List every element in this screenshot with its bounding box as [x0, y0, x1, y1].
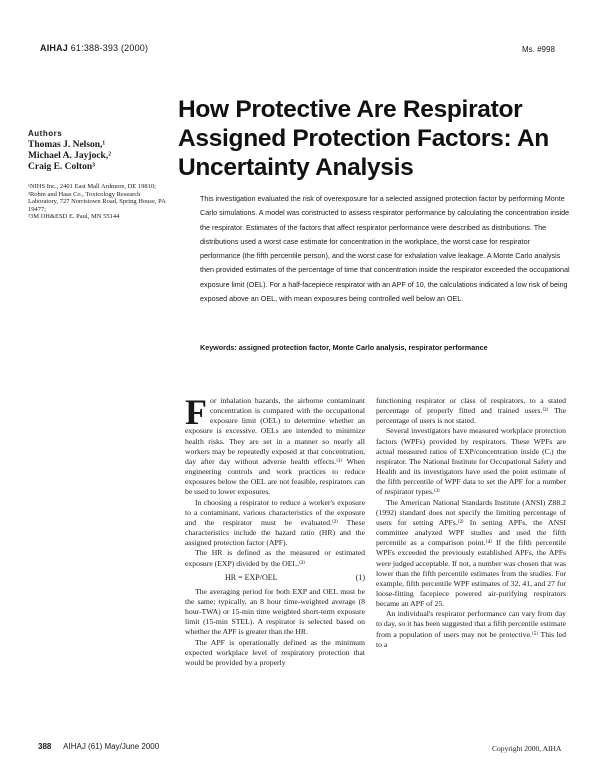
manuscript-number: Ms. #998: [522, 45, 555, 54]
paragraph: The averaging period for both EXP and OEL must be the same; typically, an 8 hour time-weighted average (8 hour-TWA) or 15-min time weighted short-term exposure limit (15-min STEL). A respirator is selected based on whether the APF is greater than the HR.: [185, 586, 365, 637]
author-name: Thomas J. Nelson,¹: [28, 140, 106, 150]
paragraph: The HR is defined as the measured or estimated exposure (EXP) divided by the OEL.⁽²⁾: [185, 548, 365, 568]
keywords: Keywords: assigned protection factor, Monte Carlo analysis, respirator performance: [200, 343, 488, 352]
authors-heading: Authors: [28, 129, 63, 138]
author-list: [28, 140, 178, 173]
journal-issue: AIHAJ (61) May/June 2000: [63, 742, 160, 751]
affiliation: ²Rohm and Haas Co., Toxicology Research Laboratory, 727 Norristown Road, Spring House, PA 19477;: [28, 190, 166, 213]
paragraph: Several investigators have measured workplace protection factors (WPFs) provided by respirators. These WPFs are actual measured ratios of EXP/concentration inside (Cᵢ) the respirator. The National Institute for Occupational Safety and Health and its investigators have used the point estimate of the fifth percentile of WPF data to set the APF for a number of respirator types.⁽³⁾: [376, 426, 566, 497]
affiliations: [28, 183, 166, 221]
paragraph: In choosing a respirator to reduce a worker's exposure to a contaminant, various characteristics of the exposure and the respirator must be evaluated.⁽²⁾ These characteristics include the hazard ratio (HR) and the assigned protection factor (APF).: [185, 497, 365, 548]
affiliation: ³3M OH&ESD E. Paul, MN 55144: [28, 213, 120, 221]
equation-text: HR = EXP/OEL: [225, 572, 278, 582]
body-column-right: [376, 396, 566, 650]
paragraph: The APF is operationally defined as the minimum expected workplace level of respiratory protection that would be provided by a properly: [185, 637, 365, 667]
drop-cap: F: [185, 392, 207, 432]
body-column-left: [185, 392, 365, 668]
journal-name: AIHAJ: [40, 43, 69, 53]
abstract: This investigation evaluated the risk of overexposure for a selected assigned protection factor by performing Monte Carlo simulations. A model was constructed to assess respirator performance by calculating the concentration inside the respirator. Estimates of the factors that affect respirator performance were described as distributions. The distributions used a worst case estimate for concentration in the workplace, the worst case for respirator performance (the fifth percentile person), and the worst case for exhalation valve leakage. A Monte Carlo analysis then provided estimates of the percentage of time that concentration inside the respirator exceeded the occupational exposure limit (OEL). For a half-facepiece respirator with an APF of 10, the calculations indicated a low risk of being exposed above an OEL, with mean exposures being controlled well below an OEL.: [200, 194, 570, 304]
author-name: Michael A. Jayjock,²: [28, 151, 112, 161]
citation: 61:388-393 (2000): [70, 43, 149, 53]
paragraph: The American National Standards Institute (ANSI) Z88.2 (1992) standard does not specify the limiting percentage of users for setting APFs.⁽²⁾ In setting APFs, the ANSI committee analyzed WPF studies and used the fifth percentile as a comparison point.⁽⁴⁾ If the fifth percentile WPFs exceeded the previously established APFs, the APFs were judged acceptable. If not, a number was chosen that was lower than the fifth percentile estimates from the studies. For example, fifth percentile WPF estimates of 32, 41, and 27 for loose-fitting facepiece powered air-purifying respirators became an APF of 25.: [376, 497, 566, 609]
author-name: Craig E. Colton³: [28, 162, 95, 172]
footer: [38, 742, 159, 751]
equation: [185, 569, 365, 587]
equation-number: (1): [355, 572, 365, 582]
paragraph: functioning respirator or class of respirators, to a stated percentage of properly fitted and trained users.⁽²⁾ The percentage of users is not stated.: [376, 396, 566, 426]
copyright: Copyright 2000, AIHA: [492, 744, 562, 753]
running-header: [40, 43, 148, 53]
page-number: 388: [38, 742, 52, 751]
paragraph: For inhalation hazards, the airborne contaminant concentration is compared with the occupational exposure limit (OEL) to determine whether an exposure is excessive. OELs are intended to minimize health risks. They are set in a manner so nearly all workers may be repeatedly exposed at that concentration, day after day without adverse health effects.⁽¹⁾ When engineering controls and work practices to reduce exposures below the OEL are not feasible, respirators can be used to lower exposures.: [185, 392, 365, 497]
article-title: How Protective Are Respirator Assigned Protection Factors: An Uncertainty Analysis: [178, 96, 549, 181]
paragraph: An individual's respirator performance can vary from day to day, so it has been suggested that a fifth percentile estimate from a population of users may not be protective.⁽⁵⁾ This led to a: [376, 609, 566, 649]
affiliation: ¹NIHS Inc., 2401 East Mall Ardmore, DE 19810;: [28, 183, 156, 190]
